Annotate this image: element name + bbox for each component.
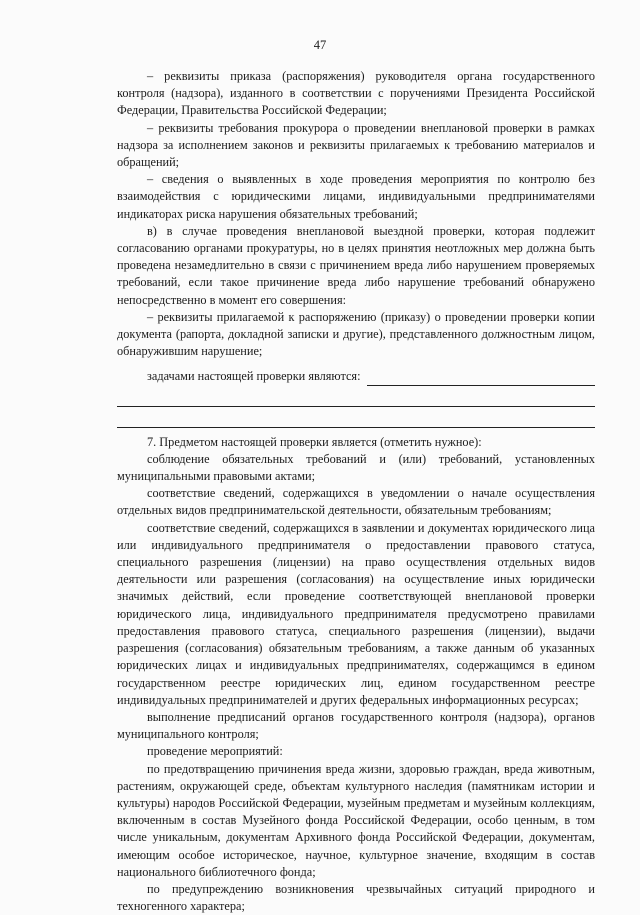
paragraph-prescriptions: выполнение предписаний органов государственного контроля (надзора), органов муниципального контроля; (117, 709, 595, 742)
paragraph-risk-indicators: – сведения о выявленных в ходе проведения мероприятия по контролю без взаимодействия с юридическими лицами, индивидуальными предпринимателями индикаторах риска нарушения обязательных требований; (117, 172, 595, 221)
paragraph-subject-heading: 7. Предметом настоящей проверки является (отметить нужное): (147, 434, 482, 449)
tasks-label: задачами настоящей проверки являются: (147, 369, 361, 384)
paragraph-notification-info: соответствие сведений, содержащихся в уведомлении о начале осуществления отдельных видов предпринимательской деятельности, обязательным требованиям; (117, 486, 595, 518)
paragraph-attached-document: – реквизиты прилагаемой к распоряжению (приказу) о проведении проверки копии документа (рапорта, докладной записки и другие), представленного должностным лицом, обнаружившим нарушение; (117, 309, 595, 359)
page-number: 47 (313, 38, 327, 52)
paragraph-unscheduled-inspection: в) в случае проведения внеплановой выездной проверки, которая подлежит согласованию органами прокуратуры, но в целях принятия неотложных мер должна быть проведена незамедлительно в связи с причинением вреда либо нарушением проверяемых требований, если такое причинение вреда либо нарушение требований обнаружено непосредственно в момент его совершения: (117, 223, 595, 307)
tasks-fill-line[interactable] (367, 372, 596, 386)
paragraph-emergency-prevention: по предупреждению возникновения чрезвычайных ситуаций природного и техногенного характера; (117, 881, 595, 914)
paragraph-measures-heading: проведение мероприятий: (147, 744, 283, 759)
tasks-fill-line-3[interactable] (117, 415, 595, 428)
paragraph-prosecutor-requirement: – реквизиты требования прокурора о проведении внеплановой проверки в рамках надзора за исполнением законов и реквизиты прилагаемых к требованию материалов и обращений; (117, 120, 595, 170)
paragraph-compliance: соблюдение обязательных требований и (или) требований, установленных муниципальными правовыми актами; (117, 451, 595, 484)
paragraph-order-details: – реквизиты приказа (распоряжения) руководителя органа государственного контроля (надзора), изданного в соответствии с поручениями Президента Российской Федерации, Правительства Российской Федерации; (117, 69, 595, 118)
paragraph-application-info: соответствие сведений, содержащихся в заявлении и документах юридического лица или индивидуального предпринимателя о предоставлении правового статуса, специального разрешения (лицензии) на право осуществления отдельных видов деятельности или разрешения (согласования) на осуществление иных юридически значимых действий, если проведение соответствующей внеплановой проверки юридического лица, индивидуального предпринимателя предусмотрено правилами предоставления правового статуса, специального разрешения (лицензии), выдачи разрешения (согласования) обязательным требованиям, а также данным об указанных юридических лицах и индивидуальных предпринимателях, содержащимся в едином государственном реестре юридических лиц, едином государственном реестре индивидуальных предпринимателей и других федеральных информационных ресурсах; (117, 520, 595, 707)
tasks-fill-line-2[interactable] (117, 394, 595, 407)
paragraph-harm-prevention: по предотвращению причинения вреда жизни, здоровью граждан, вреда животным, растениям, окружающей среде, объектам культурного наследия (памятникам истории и культуры) народов Российской Федерации, музейным предметам и музейным коллекциям, включенным в состав Музейного фонда Российской Федерации, особо ценным, в том числе уникальным, документам Архивного фонда Российской Федерации, документам, имеющим особое историческое, научное, культурное значение, входящим в состав национального библиотечного фонда; (117, 761, 595, 879)
document-body (117, 68, 595, 915)
tasks-row (117, 368, 595, 385)
